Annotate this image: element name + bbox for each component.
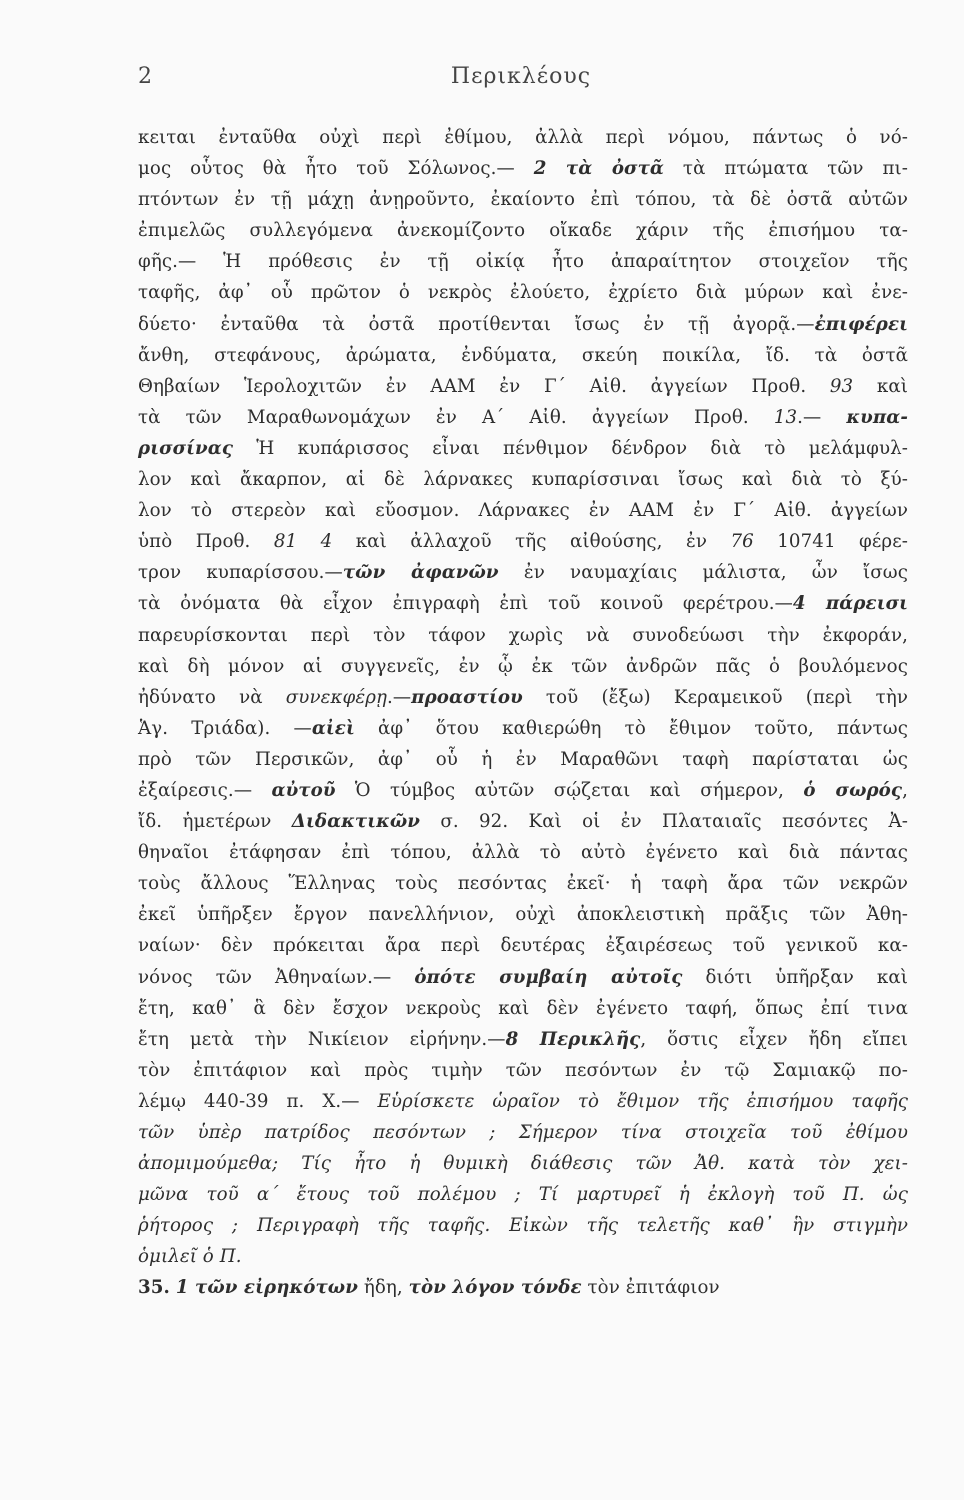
text-run: , ὅστις εἶχεν ἤδη εἴπει [640,1028,908,1050]
text-run: ἠδύνατο νὰ [138,686,286,708]
text-line [138,620,908,651]
text-run: Ἁγ. Τριάδα). — [138,717,312,739]
lemma: ὁμιλεῖ ὁ Π. [138,1246,242,1268]
lemma: Διδακτικῶν [291,811,421,833]
lemma: 8 Περικλῆς [505,1028,641,1050]
text-run: καὶ δὴ μόνον αἱ συγγενεῖς, ἐν ᾧ ἐκ τῶν ἀνδρῶν πᾶς ὁ βουλόμενος [138,655,908,677]
text-run: τρον κυπαρίσσου.— [138,562,343,584]
text-line [138,402,908,433]
text-run: καὶ [853,375,908,397]
text-run: λέμῳ 440-39 π. Χ.— [138,1090,378,1112]
text-run: ἐκεῖ ὑπῆρξεν ἔργον πανελλήνιον, οὐχὶ ἀποκλειστικὴ πρᾶξις τῶν Ἀθη- [138,904,908,926]
text-run: .— [386,686,412,708]
text-run: πτόντων ἐν τῇ μάχῃ ἀνῃροῦντο, ἐκαίοντο ἐπὶ τόπου, τὰ δὲ ὀστᾶ αὐτῶν [138,189,908,211]
commentary-text [138,122,908,1304]
lemma: Εὑρίσκετε ὡραῖον τὸ ἔθιμον τῆς ἐπισήμου ταφῆς [377,1090,908,1112]
text-line [138,1086,908,1117]
text-run: ἔτη μετὰ τὴν Νικίειον εἰρήνην.— [138,1028,506,1050]
lemma: ἐπιφέρει [814,313,908,335]
text-line [138,1179,908,1210]
lemma: κυπα- [846,406,908,428]
text-line [138,1117,908,1148]
text-run: μος οὗτος θὰ ἦτο τοῦ Σόλωνος.— [138,158,534,180]
lemma: αἰεὶ [311,717,355,739]
text-run: τοὺς ἄλλους Ἕλληνας τοὺς πεσόντας ἐκεῖ· ἡ ταφὴ ἄρα τῶν νεκρῶν [138,873,908,895]
page-number: 2 [138,64,153,89]
text-line [138,433,908,464]
text-run: πρὸ τῶν Περσικῶν, ἀφ᾽ οὗ ἡ ἐν Μαραθῶνι ταφὴ παρίσταται ὡς [138,748,908,770]
text-line [138,868,908,899]
text-line [138,1272,908,1303]
text-line [138,775,908,806]
text-run: ἴδ. ἡμετέρων [138,811,292,833]
text-run: τὰ πτώματα τῶν πι- [664,158,908,180]
lemma: ὁ σωρός [803,779,903,801]
lemma: τὸν λόγον τόνδε [408,1277,582,1299]
lemma: ὁπότε συμβαίη αὐτοῖς [414,966,683,988]
text-line [138,1055,908,1086]
text-line [138,837,908,868]
text-run: θηναῖοι ἐτάφησαν ἐπὶ τόπου, ἀλλὰ τὸ αὐτὸ ἐγένετο καὶ διὰ πάντας [138,842,908,864]
text-line [138,340,908,371]
text-run: τὰ τῶν Μαραθωνομάχων ἐν Α΄ Αἰθ. ἀγγείων Προθ. [138,406,774,428]
text-line [138,371,908,402]
text-line [138,682,908,713]
text-line [138,557,908,588]
text-line [138,1241,908,1272]
text-line [138,526,908,557]
lemma: 81 4 [273,531,333,553]
text-run: ἄνθη, στεφάνους, ἀρώματα, ἐνδύματα, σκεύη ποικίλα, ἴδ. τὰ ὀστᾶ [138,344,908,366]
text-line [138,1148,908,1179]
text-line [138,464,908,495]
text-run: διότι ὑπῆρξαν καὶ [682,966,908,988]
text-run: τοῦ (ἔξω) Κεραμεικοῦ (περὶ τὴν [522,686,908,708]
text-run: νόνος τῶν Ἀθηναίων.— [138,966,415,988]
lemma: μῶνα τοῦ α΄ ἔτους τοῦ πολέμου ; Τί μαρτυρεῖ ἡ ἐκλογὴ τοῦ Π. ὡς [138,1184,908,1206]
lemma: ἀπομιμούμεθα; Τίς ἦτο ἡ θυμικὴ διάθεσις τῶν Ἀθ. κατὰ τὸν χει- [138,1153,908,1175]
text-run: ἐξαίρεσις.— [138,779,272,801]
text-line [138,993,908,1024]
text-run: ἤδη, [357,1277,409,1299]
text-run: παρευρίσκονται περὶ τὸν τάφον χωρὶς νὰ συνοδεύωσι τὴν ἐκφοράν, [138,624,908,646]
text-run: Ὁ τύμβος αὐτῶν σῴζεται καὶ σήμερον, [335,779,804,801]
lemma: 76 [730,531,754,553]
lemma: τῶν ἀφανῶν [342,562,499,584]
text-run: .— [797,406,847,428]
running-title: Περικλέους [450,64,592,89]
text-line [138,184,908,215]
text-line [138,651,908,682]
text-line [138,806,908,837]
text-run: λον καὶ ἄκαρπον, αἱ δὲ λάρνακες κυπαρίσσιναι ἴσως καὶ διὰ τὸ ξύ- [138,469,908,491]
text-run: τὰ ὀνόματα θὰ εἶχον ἐπιγραφὴ ἐπὶ τοῦ κοινοῦ φερέτρου.— [138,593,793,615]
text-run: σ. 92. Καὶ οἱ ἐν Πλαταιαῖς πεσόντες Ἀ- [420,811,908,833]
text-run: φῆς.— Ἡ πρόθεσις ἐν τῇ οἰκίᾳ ἦτο ἀπαραίτητον στοιχεῖον τῆς [138,251,908,273]
text-line [138,1024,908,1055]
lemma: προαστίου [411,686,523,708]
text-line [138,309,908,340]
text-run: ἔτη, καθ᾽ ἃ δὲν ἔσχον νεκροὺς καὶ δὲν ἐγένετο ταφή, ὅπως ἐπί τινα [138,997,908,1019]
text-line [138,1210,908,1241]
text-run: ὑπὸ Προθ. [138,531,274,553]
text-run: τὸν ἐπιτάφιον καὶ πρὸς τιμὴν τῶν πεσόντων ἐν τῷ Σαμιακῷ πο- [138,1059,908,1081]
text-line [138,899,908,930]
lemma: 13 [773,406,798,428]
text-line [138,246,908,277]
lemma: συνεκφέρῃ [285,686,387,708]
text-run: Ἡ κυπάρισσος εἶναι πένθιμον δένδρον διὰ τὸ μελάμφυλ- [233,437,908,459]
text-line [138,930,908,961]
text-line [138,215,908,246]
text-run: κειται ἐνταῦθα οὐχὶ περὶ ἐθίμου, ἀλλὰ περὶ νόμου, πάντως ὁ νό- [138,127,908,148]
text-run: ταφῆς, ἀφ᾽ οὗ πρῶτον ὁ νεκρὸς ἐλούετο, ἐχρίετο διὰ μύρων καὶ ἐνε- [138,282,908,304]
text-line [138,744,908,775]
text-line [138,962,908,993]
text-run: ἐπιμελῶς συλλεγόμενα ἀνεκομίζοντο οἴκαδε χάριν τῆς ἐπισήμου τα- [138,220,908,242]
text-line [138,588,908,619]
text-run: λον τὸ στερεὸν καὶ εὔοσμον. Λάρνακες ἐν ΑΑΜ ἐν Γ΄ Αἰθ. ἀγγείων [138,500,908,522]
text-run: ναίων· δὲν πρόκειται ἄρα περὶ δευτέρας ἐξαιρέσεως τοῦ γενικοῦ κα- [138,935,908,957]
text-run: δύετο· ἐνταῦθα τὰ ὀστᾶ προτίθενται ἴσως ἐν τῇ ἀγορᾷ.— [138,313,815,335]
text-line [138,153,908,184]
lemma: 1 τῶν εἰρηκότων [175,1277,358,1299]
text-run: καὶ ἀλλαχοῦ τῆς αἰθούσης, ἐν [332,531,731,553]
page-header [138,64,904,94]
lemma: τῶν ὑπὲρ πατρίδος πεσόντων ; Σήμερον τίνα στοιχεῖα τοῦ ἐθίμου [138,1122,908,1143]
text-run: ἐν ναυμαχίαις μάλιστα, ὧν ἴσως [498,562,909,584]
text-run: τὸν ἐπιτάφιον [581,1277,720,1299]
lemma: 2 τὰ ὀστᾶ [533,158,665,180]
text-run: ἀφ᾽ ὅτου καθιερώθη τὸ ἔθιμον τοῦτο, πάντως [354,717,909,739]
text-line [138,495,908,526]
lemma: 93 [829,375,854,397]
lemma: αὐτοῦ [271,779,336,801]
text-line [138,122,908,153]
text-run: , [902,779,908,801]
lemma: ῥήτορος ; Περιγραφὴ τῆς ταφῆς. Εἰκὼν τῆς τελετῆς καθ᾽ ἣν στιγμὴν [138,1215,908,1237]
text-line [138,277,908,308]
text-run: Θηβαίων Ἱερολοχιτῶν ἐν ΑΑΜ ἐν Γ΄ Αἰθ. ἀγγείων Προθ. [138,375,830,397]
lemma: 4 πάρεισι [792,593,909,615]
text-run: 10741 φέρε- [753,531,908,553]
lemma: ρισσίνας [138,437,234,459]
section-number: 35. [138,1277,170,1299]
text-line [138,713,908,744]
